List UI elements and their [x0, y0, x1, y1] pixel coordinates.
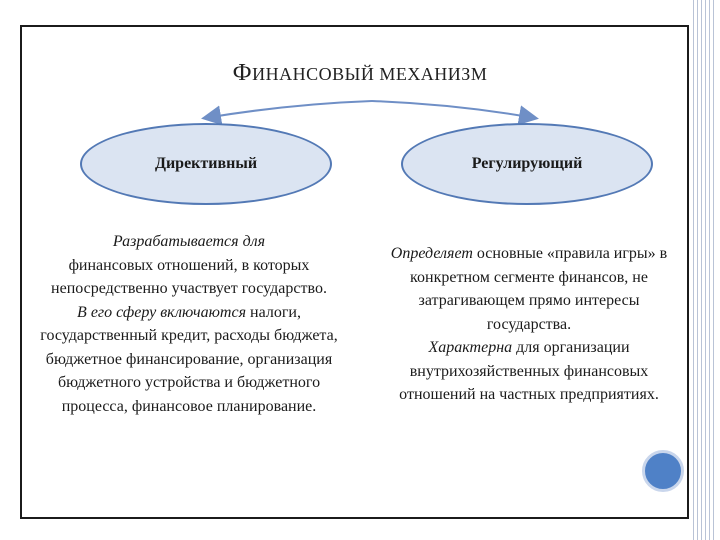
title-rest: ИНАНСОВЫЙ МЕХАНИЗМ	[252, 64, 488, 84]
left-p1: Разрабатывается для	[112, 233, 266, 250]
ellipse-regulating	[401, 123, 653, 205]
right-p1-italic: Определяет	[390, 245, 473, 262]
right-p1-rest: основные «правила игры» в конкретном сегменте финансов, не затрагивающем прямо интересы государства.	[410, 245, 668, 333]
left-p3-italic: В его сферу включаются	[77, 303, 247, 321]
left-description	[36, 230, 342, 418]
ellipse-directive-label: Директивный	[154, 155, 258, 172]
left-p2: финансовых отношений, в которых непосредственно участвует государство.	[51, 256, 327, 297]
ellipse-regulating-label: Регулирующий	[471, 155, 583, 172]
right-description	[376, 242, 682, 407]
right-p2-italic: Характерна	[428, 339, 513, 356]
title-first-letter: Ф	[232, 60, 253, 86]
left-p3-rest: налоги, государственный кредит, расходы бюджета, бюджетное финансирование, организация бюджетного устройства и бюджетного процесса, финансовое планирование.	[40, 303, 338, 415]
right-p2-rest: для организации внутрихозяйственных финансовых отношений на частных предприятиях.	[399, 339, 659, 403]
decor-circle-icon	[642, 450, 684, 492]
arrow-right	[372, 101, 535, 118]
arrow-left	[205, 101, 372, 118]
ellipse-directive	[80, 123, 332, 205]
